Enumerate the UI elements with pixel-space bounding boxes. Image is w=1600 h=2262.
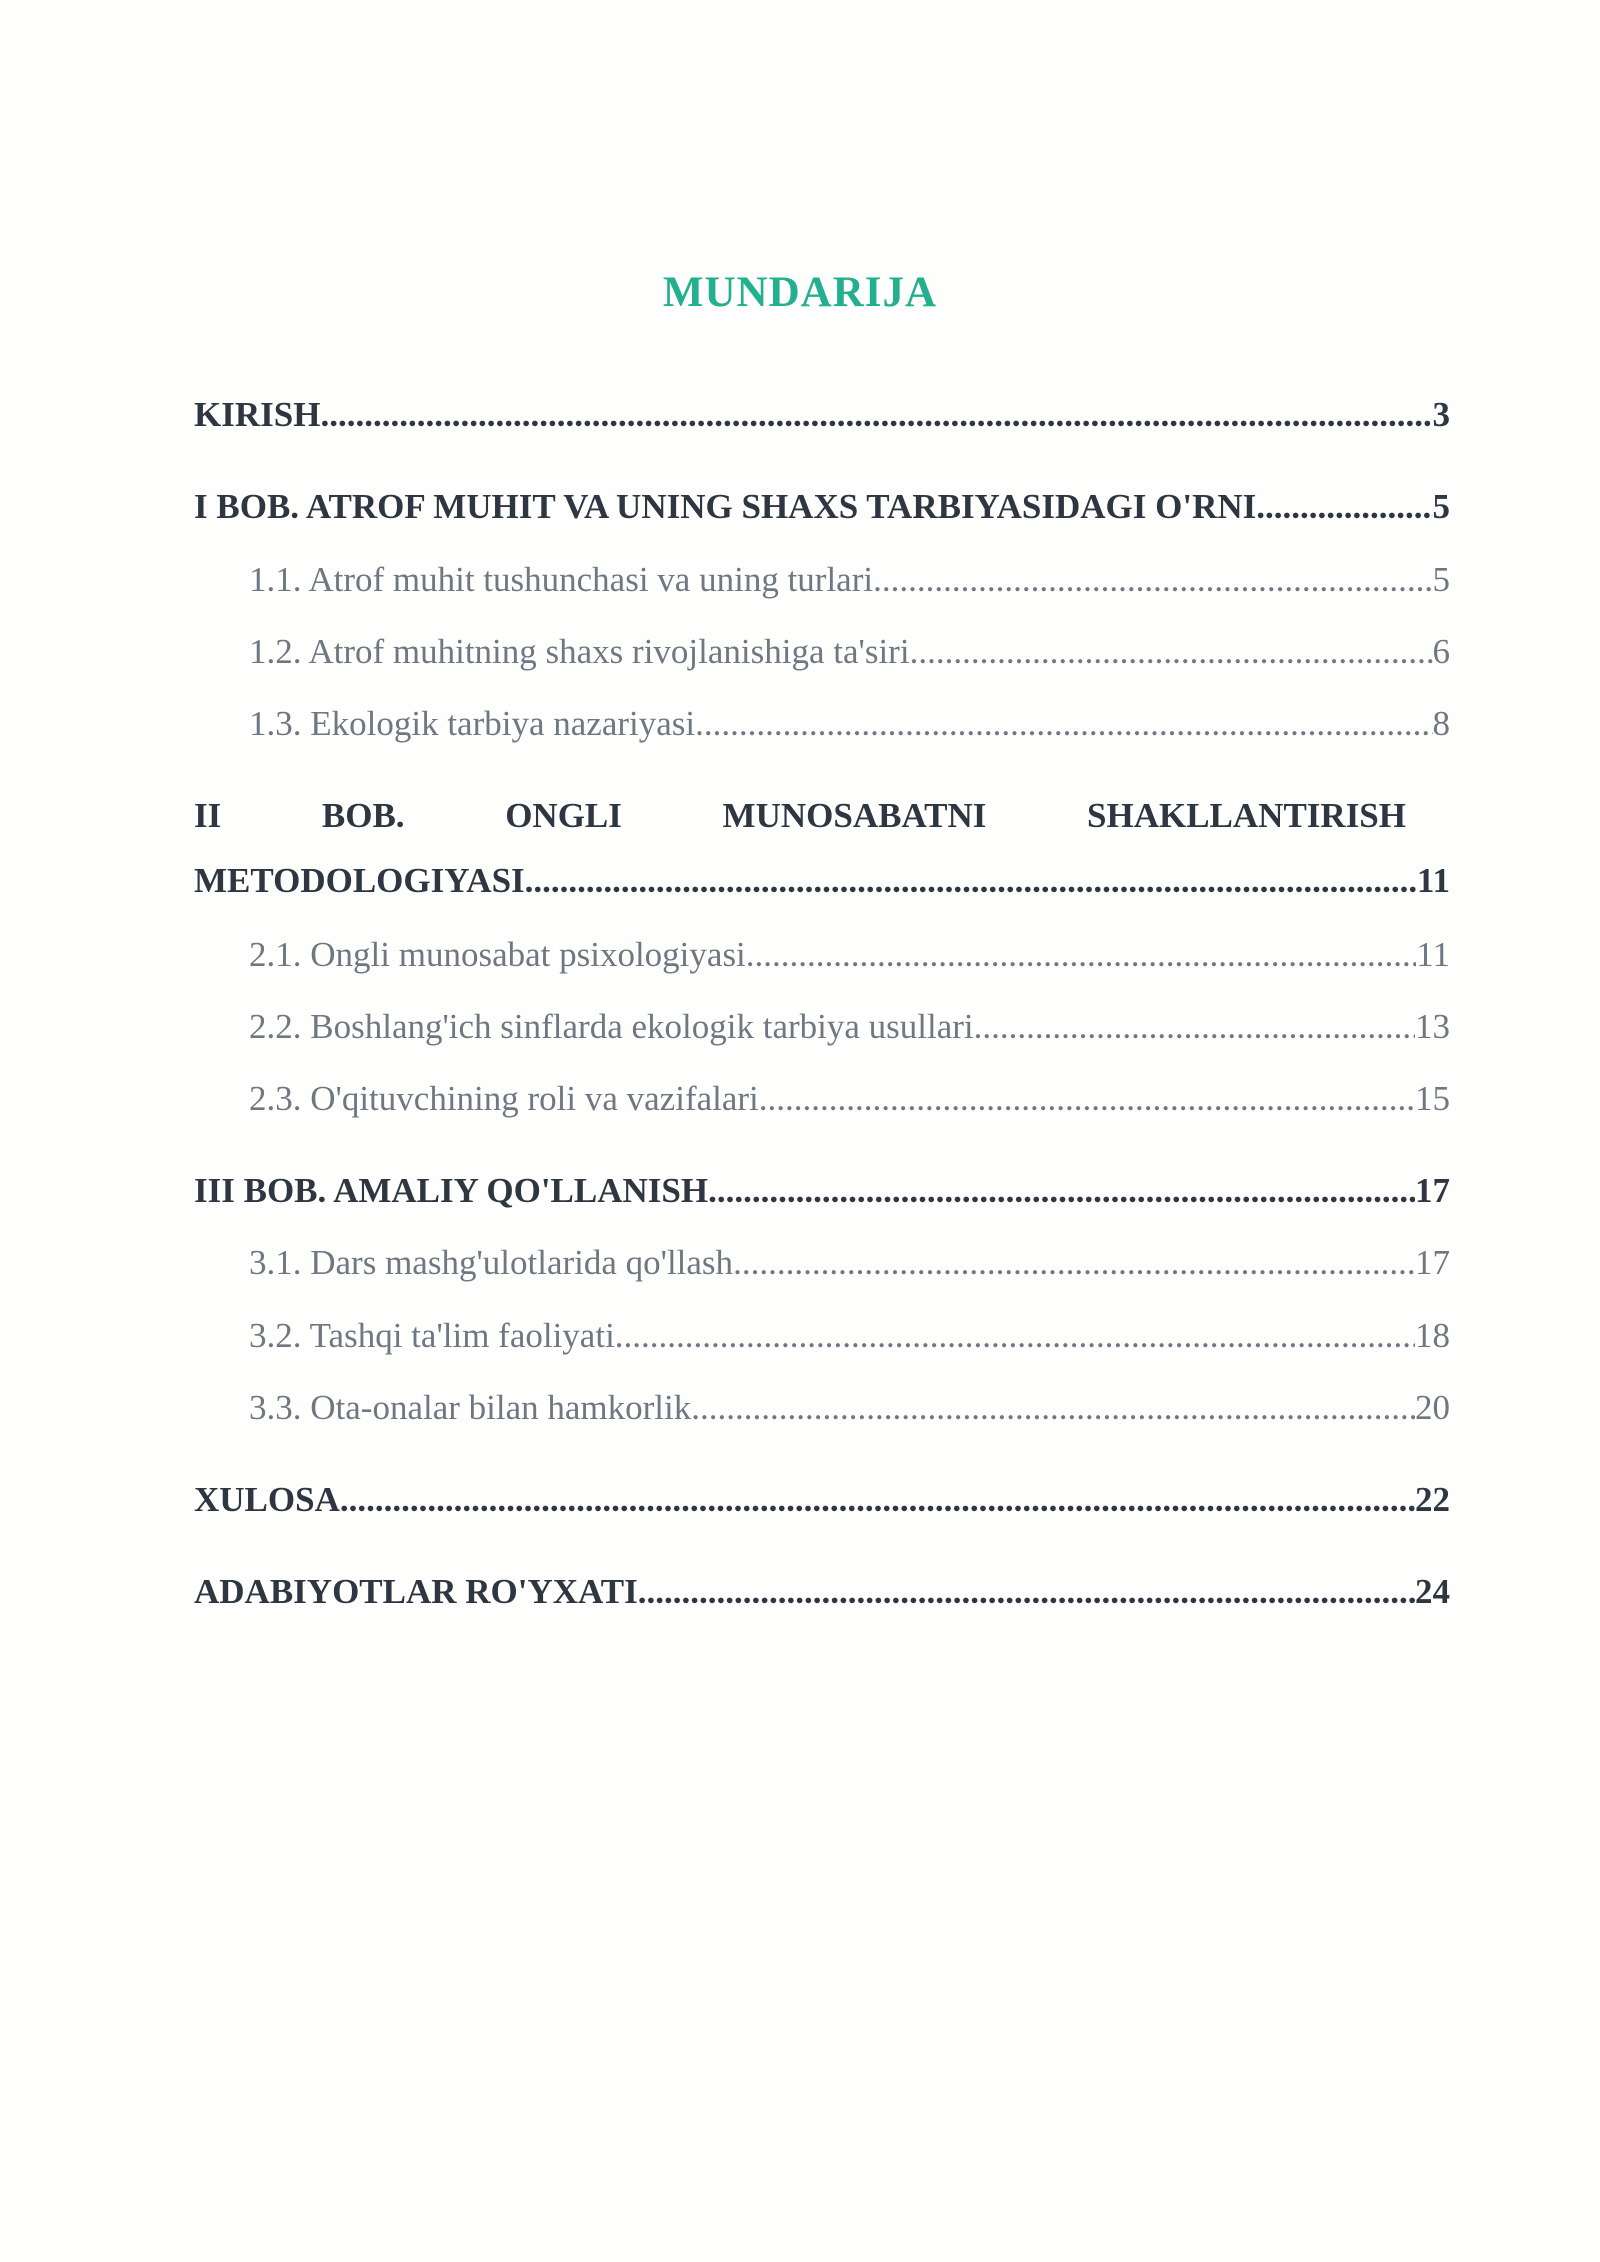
toc-entry-adabiyotlar[interactable] [194,1572,1450,1612]
toc-page-number: 17 [1415,1171,1450,1210]
toc-page-number: 15 [1415,1079,1450,1118]
toc-page-number: 20 [1415,1388,1450,1427]
toc-leader-dots [746,935,1417,975]
toc-page-number: 11 [1416,935,1450,974]
toc-leader-dots [340,1480,1415,1520]
toc-page-number: 8 [1432,704,1450,743]
toc-entry-3-1[interactable] [249,1243,1450,1283]
toc-leader-dots [1256,487,1432,527]
toc-leader-dots [525,861,1417,901]
toc-entry-text: 2.2. Boshlang'ich sinflarda ekologik tarbiya usullari [249,1007,974,1046]
toc-entry-3-3[interactable] [249,1388,1450,1428]
toc-leader-dots [695,704,1432,744]
toc-entry-chapter-2-line-2[interactable] [194,861,1450,901]
toc-entry-chapter-3[interactable] [194,1171,1450,1211]
toc-entry-kirish[interactable] [194,395,1450,435]
toc-leader-dots [320,395,1432,435]
toc-page-number: 17 [1415,1243,1450,1282]
toc-entry-text: ADABIYOTLAR RO'YXATI [194,1572,638,1611]
page-title: MUNDARIJA [662,269,938,316]
toc-entry-2-2[interactable] [249,1007,1450,1047]
toc-entry-text: III BOB. AMALIY QO'LLANISH [194,1171,709,1210]
toc-leader-dots [615,1316,1415,1356]
toc-entry-chapter-1[interactable] [194,487,1450,527]
toc-entry-xulosa[interactable] [194,1480,1450,1520]
toc-leader-dots [638,1572,1415,1612]
toc-entry-chapter-2-line-1[interactable] [194,796,1406,836]
toc-page-number: 11 [1416,861,1450,900]
toc-entry-text: 1.1. Atrof muhit tushunchasi va uning turlari [249,560,874,599]
toc-entry-text: 1.2. Atrof muhitning shaxs rivojlanishiga ta'siri [249,632,910,671]
toc-word: BOB. [321,796,405,835]
toc-leader-dots [910,632,1433,672]
toc-entry-text: METODOLOGIYASI [194,861,525,900]
toc-page-number: 24 [1415,1572,1450,1611]
toc-leader-dots [691,1388,1415,1428]
toc-page-number: 13 [1415,1007,1450,1046]
toc-entry-1-3[interactable] [249,704,1450,744]
toc-entry-text: 3.3. Ota-onalar bilan hamkorlik [249,1388,692,1427]
toc-leader-dots [733,1243,1415,1283]
toc-page-number: 18 [1415,1316,1450,1355]
toc-page-number: 3 [1432,395,1450,434]
toc-entry-3-2[interactable] [249,1316,1450,1356]
toc-word: SHAKLLANTIRISH [1087,796,1406,835]
toc-entry-text: KIRISH [194,395,321,434]
toc-word: MUNOSABATNI [722,796,987,835]
toc-leader-dots [873,560,1432,600]
toc-leader-dots [708,1171,1415,1211]
toc-page-number: 5 [1432,487,1450,526]
toc-page-number: 6 [1432,632,1450,671]
toc-word: II [194,796,222,835]
toc-page-number: 22 [1415,1480,1450,1519]
toc-entry-text: 1.3. Ekologik tarbiya nazariyasi [249,704,696,743]
toc-entry-2-3[interactable] [249,1079,1450,1119]
toc-entry-text: XULOSA [194,1480,340,1519]
toc-entry-text: 3.1. Dars mashg'ulotlarida qo'llash [249,1243,734,1282]
toc-leader-dots [974,1007,1415,1047]
toc-entry-1-1[interactable] [249,560,1450,600]
toc-word: ONGLI [505,796,622,835]
toc-entry-2-1[interactable] [249,935,1450,975]
toc-entry-text: I BOB. ATROF MUHIT VA UNING SHAXS TARBIYASIDAGI O'RNI [194,487,1257,526]
toc-entry-1-2[interactable] [249,632,1450,672]
toc-leader-dots [759,1079,1415,1119]
toc-page-number: 5 [1432,560,1450,599]
toc-entry-text: 2.3. O'qituvchining roli va vazifalari [249,1079,759,1118]
toc-entry-text: 2.1. Ongli munosabat psixologiyasi [249,935,746,974]
toc-entry-text: 3.2. Tashqi ta'lim faoliyati [249,1316,615,1355]
